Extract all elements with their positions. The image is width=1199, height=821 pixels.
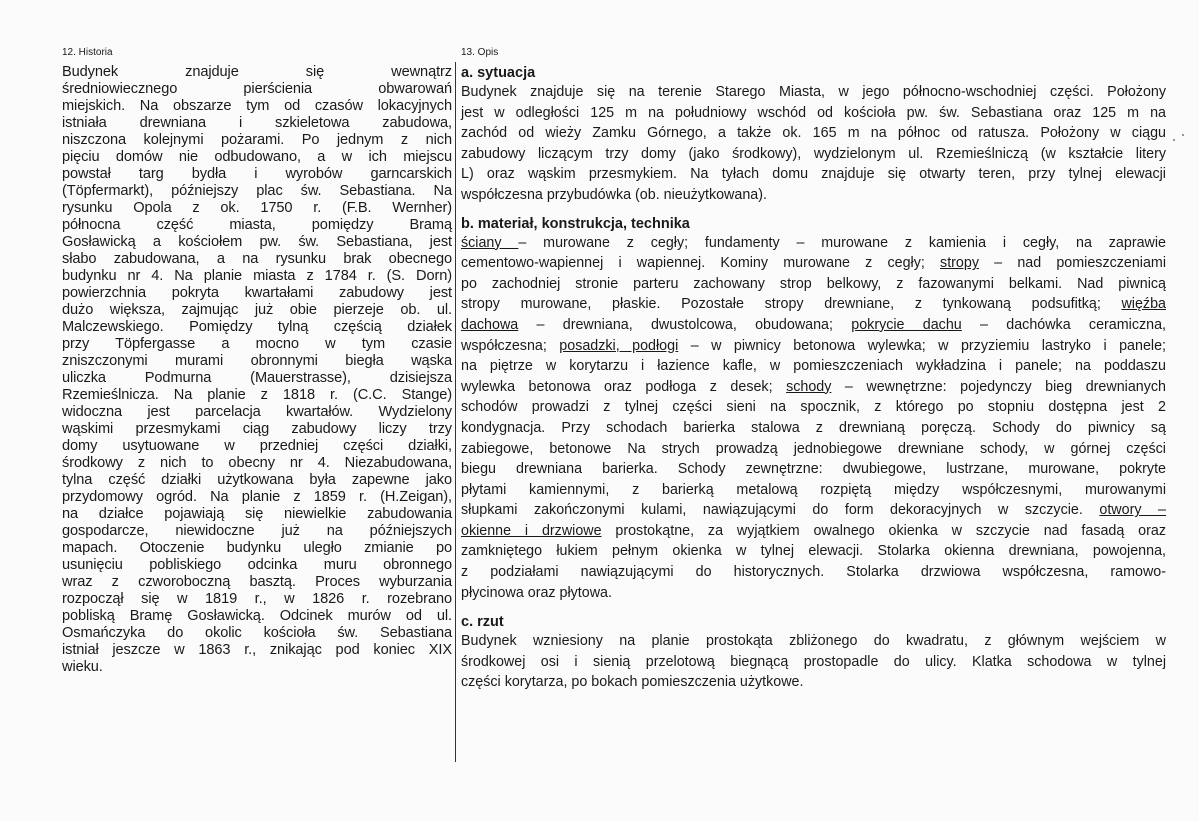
situation-line: współczesna przybudówka (ob. nieużytkowana). bbox=[461, 186, 767, 203]
material-line bbox=[461, 315, 1166, 336]
history-line: domy usytuowane w przedniej części działki, bbox=[62, 438, 452, 454]
history-line: przy Töpfergasse a mocno w tym czasie bbox=[62, 336, 452, 352]
situation-line: L) oraz wąskim przesmykiem. Na tyłach domu znajduje się otwarty teren, przy tylnej elewacji bbox=[461, 166, 1166, 183]
history-line: przydomowy ogród. Na planie z 1859 r. (H.Zeigan), bbox=[62, 489, 452, 505]
history-line: niszczona kolejnymi pożarami. Po jednym z nich bbox=[62, 132, 452, 148]
plan-heading: c. rzut bbox=[461, 614, 504, 631]
history-line: budynku nr 4. Na planie miasta z 1784 r. (S. Dorn) bbox=[62, 268, 452, 284]
history-line: rozpoczął się w 1819 r., w 1826 r. rozebrano bbox=[62, 591, 452, 607]
text-run: stropy murowane, płaskie. Pozostałe stropy drewniane, z tynkowaną podsufitką; bbox=[461, 296, 1122, 313]
material-section bbox=[461, 215, 1166, 604]
situation-text bbox=[461, 82, 1166, 206]
situation-line: zabudowy liczącym trzy domy (jako środkowy), wydzielonym ul. Rzemieślniczą (w kształcie litery bbox=[461, 145, 1166, 162]
text-run: cementowo-wapiennej i wapiennej. Kominy murowane z cegły; bbox=[461, 255, 941, 272]
material-line bbox=[461, 336, 1166, 357]
material-line bbox=[461, 521, 1166, 542]
text-run: wylewka betonowa oraz podłoga z desek; bbox=[461, 378, 787, 395]
plan-line: części korytarza, po bokach pomieszczenia użytkowe. bbox=[461, 674, 804, 691]
underlined-term: okienne i drzwiowe bbox=[461, 522, 602, 539]
history-line: zniszczonymi murami obronnymi biegła wąska bbox=[62, 353, 452, 369]
history-line: powstał targ bydła i wyrobów garncarskich bbox=[62, 166, 452, 182]
history-line: Gosławicką a kościołem pw. św. Sebastiana, jest bbox=[62, 234, 452, 250]
situation-line: jest w odległości 125 m na południowy wschód od kościoła pw. św. Sebastiana oraz 125 m na bbox=[461, 104, 1166, 121]
history-line: tylna część działki użytkowana była zapewne jako bbox=[62, 472, 452, 488]
history-line: Budynek znajduje się wewnątrz bbox=[62, 64, 452, 80]
material-heading: b. materiał, konstrukcja, technika bbox=[461, 215, 690, 232]
text-run: – dachówka ceramiczna, bbox=[961, 316, 1166, 333]
history-line: wieku. bbox=[62, 659, 103, 675]
history-text bbox=[62, 64, 452, 676]
underlined-term: stropy bbox=[940, 255, 979, 272]
text-run: – wewnętrzne: pojedynczy bieg drewnianych bbox=[831, 378, 1166, 395]
situation-heading: a. sytuacja bbox=[461, 65, 536, 81]
text-run: – murowane z cegły; fundamenty – murowane z kamienia i cegły, na zaprawie bbox=[518, 234, 1166, 251]
material-line bbox=[461, 397, 1166, 418]
underlined-term: ściany bbox=[461, 234, 519, 251]
text-run: zamkniętego łukiem pełnym okienka w tylnej elewacji. Stolarka okienna drewniana, powojenna, bbox=[461, 543, 1166, 560]
history-line: Malczewskiego. Pomiędzy tylną częścią działek bbox=[62, 319, 452, 335]
text-run: – w piwnicy betonowa wylewka; w przyziemiu lastryko i panele; bbox=[678, 337, 1166, 354]
situation-line: zachód od wieży Zamku Górnego, a także ok. 165 m na północ od ratusza. Położony w ciągu bbox=[461, 125, 1166, 142]
material-line bbox=[461, 541, 1166, 562]
history-line: pobliską Bramę Gosławicką. Odcinek murów od ul. bbox=[62, 608, 452, 624]
history-line: miejskich. Na obszarze tym od czasów lokacyjnych bbox=[62, 98, 452, 114]
underlined-term: więźba bbox=[1121, 296, 1166, 313]
material-line bbox=[461, 253, 1166, 274]
text-run: prostokątne, za wyjątkiem owalnego okienka w szczycie nad fasadą oraz bbox=[601, 522, 1166, 539]
plan-line: Budynek wzniesiony na planie prostokąta zbliżonego do kwadratu, z głównym wejściem w bbox=[461, 633, 1166, 650]
history-line: istniał jeszcze w 1863 r., znikając pod koniec XIX bbox=[62, 642, 452, 658]
text-run: schodów prowadzi z tylnej części sieni na spocznik, z którego po stopniu dostępna jest 2 bbox=[461, 399, 1166, 416]
material-text bbox=[461, 233, 1166, 604]
underlined-term: posadzki, podłogi bbox=[559, 337, 679, 354]
plan-line: środkowej osi i sienią przelotową biegnącą prostopadle do ulicy. Klatka schodowa w tylnej bbox=[461, 653, 1166, 670]
text-run: współczesna; bbox=[461, 337, 560, 354]
column-divider bbox=[455, 62, 456, 762]
text-run: – nad pomieszczeniami bbox=[978, 255, 1167, 272]
material-line bbox=[461, 480, 1166, 501]
material-line bbox=[461, 562, 1166, 583]
history-line: wraz z czworoboczną basztą. Proces wyburzania bbox=[62, 574, 452, 590]
text-run: po zachodniej stronie parteru zachowany strop belkowy, z fazowanymi belkami. Nad piwnicą bbox=[461, 275, 1166, 292]
history-line: wąskimi przesmykami ciąg zabudowy liczy trzy bbox=[62, 421, 452, 437]
history-line: gospodarcze, niewidoczne już na późniejszych bbox=[62, 523, 452, 539]
history-line: rysunku Opola z ok. 1750 r. (F.B. Wernher) bbox=[62, 200, 452, 216]
history-line: usunięciu pobliskiego odcinka muru obronnego bbox=[62, 557, 452, 573]
plan-text bbox=[461, 631, 1166, 693]
material-line bbox=[461, 294, 1166, 315]
text-run: słupkami zakończonymi kulami, nawiązującymi do form dekoracyjnych w szczycie. bbox=[461, 502, 1100, 519]
history-line: na działce pojawiają się niewielkie zabudowania bbox=[62, 506, 452, 522]
material-line bbox=[461, 500, 1166, 521]
text-run: płycinowa oraz płytowa. bbox=[461, 584, 612, 601]
text-run: płytami kamiennymi, z barierką metalową rozpiętą między współczesnymi, murowanymi bbox=[461, 481, 1166, 498]
history-line: Osmańczyka do okolic kościoła św. Sebastiana bbox=[62, 625, 452, 641]
history-line: (Töpfermarkt), późniejszy plac św. Sebastiana. Na bbox=[62, 183, 452, 199]
plan-section bbox=[461, 613, 1166, 693]
history-line: uliczka Podmurna (Mauerstrasse), dzisiejsza bbox=[62, 370, 452, 386]
material-line bbox=[461, 459, 1166, 480]
history-line: słabo zabudowana, a na rysunku brak obecnego bbox=[62, 251, 452, 267]
scan-speck bbox=[1173, 139, 1175, 141]
text-run: zabiegowe, betonowe Na strych prowadzą jednobiegowe drewniane schody, w górnej części bbox=[461, 440, 1166, 457]
text-run: – drewniana, dwustolcowa, obudowana; bbox=[518, 316, 852, 333]
material-line bbox=[461, 274, 1166, 295]
history-line: powierzchnia pokryta kwartałami zabudowy jest bbox=[62, 285, 452, 301]
history-line: północna część miasta, pomiędzy Bramą bbox=[62, 217, 452, 233]
history-line: widoczna jest parcelacja kwartałów. Wydzielony bbox=[62, 404, 452, 420]
history-section-label: 12. Historia bbox=[62, 47, 113, 58]
text-run: na piętrze w korytarzu i łazience kafle, w pomieszczeniach wykładzina i panele; na poddaszu bbox=[461, 358, 1166, 375]
description-column bbox=[461, 46, 1166, 693]
text-run: biegu drewniana barierka. Schody zewnętrzne: dwubiegowe, lustrzane, murowane, pokryte bbox=[461, 461, 1166, 478]
situation-line: Budynek znajduje się na terenie Starego Miasta, w jego północno-wschodniej części. Położony bbox=[461, 84, 1166, 100]
material-line bbox=[461, 233, 1166, 254]
underlined-term: schody bbox=[786, 378, 832, 395]
history-line: mapach. Otoczenie budynku uległo zmianie po bbox=[62, 540, 452, 556]
history-line: średniowiecznego pierścienia obwarowań bbox=[62, 81, 452, 97]
material-line bbox=[461, 583, 1166, 604]
underlined-term: otwory – bbox=[1099, 502, 1166, 519]
history-line: środkowy z nich to obecny nr 4. Niezabudowana, bbox=[62, 455, 452, 471]
history-line: Rzemieślnicza. Na planie z 1818 r. (C.C. Stange) bbox=[62, 387, 452, 403]
history-line: pięciu domów nie odbudowano, a w ich miejscu bbox=[62, 149, 452, 165]
material-line bbox=[461, 439, 1166, 460]
material-line bbox=[461, 377, 1166, 398]
history-line: istniała drewniana i szkieletowa zabudowa, bbox=[62, 115, 452, 131]
situation-section bbox=[461, 64, 1166, 206]
underlined-term: dachowa bbox=[461, 316, 519, 333]
history-column bbox=[62, 46, 452, 676]
material-line bbox=[461, 418, 1166, 439]
scan-speck bbox=[1182, 134, 1184, 136]
text-run: kondygnacja. Przy schodach barierka stalowa z drewnianą poręczą. Schody do piwnicy są bbox=[461, 419, 1166, 436]
text-run: z podziałami nawiązującymi do historycznych. Stolarka drzwiowa współczesna, ramowo- bbox=[461, 564, 1166, 581]
underlined-term: pokrycie dachu bbox=[851, 316, 962, 333]
description-section-label: 13. Opis bbox=[461, 47, 499, 58]
material-line bbox=[461, 356, 1166, 377]
history-line: dużo większa, zajmując już obie pierzeje ob. ul. bbox=[62, 302, 452, 318]
